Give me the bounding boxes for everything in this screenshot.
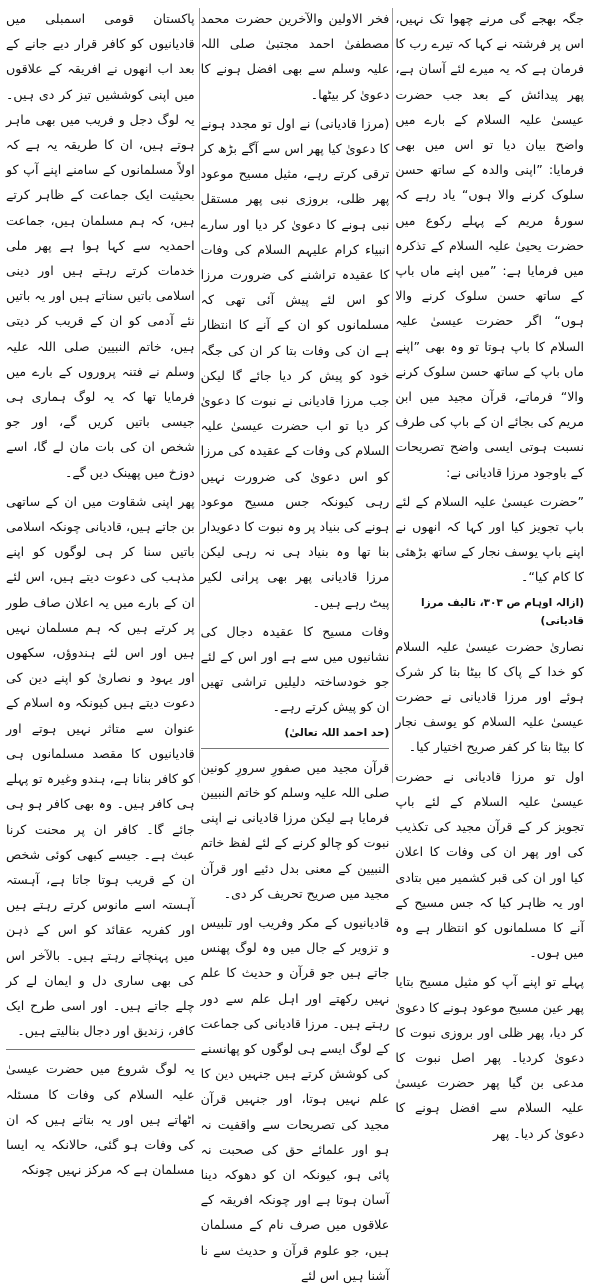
column-left-paragraph-2: پھر اپنی شقاوت میں ان کے ساتھی بن جاتے ہیں، قادیانی چونکہ اسلامی باتیں سنا کر ہی لوگوں کو اپنے مذہب کی دعوت دیتے ہیں، اس لئے ان کے بارے میں یہ اعلان صاف طور پر کرتے ہیں کہ ہم مسلمان نہیں ہیں اور اس لئے ہندوؤں، سکھوں اور یہود و نصاریٰ کو اپنے دین کی دعوت دیتے ہیں کیونکہ وہ اسلام کے عنوان سے متاثر نہیں ہوتے اور قادیانیوں کا مقصد مسلمانوں ہی کو کافر بنانا ہے، ہندو وغیرہ تو پہلے ہی کافر ہیں۔ وہ بھی کافر ہو ہی جائے گا۔ کافر ان پر محنت کرنا عبث ہے۔ جیسے کبھی کوئی شخص ان کے قریب ہوتا جاتا ہے، آہستہ آہستہ اسے مانوس کرتے رہتے ہیں اور کفریہ عقائد کو اس کے ذہن میں پہنچاتے رہتے ہیں۔ بالآخر اس کی بھی ساری دل و ایمان لے کر چلے جاتے ہیں۔ اور اسی طرح ایک کافر، زندیق اور دجال بنالیتے ہیں۔	[5, 493, 195, 1039]
column-right	[395, 6, 584, 1141]
column-right-paragraph-4: اول تو مرزا قادیانی نے حضرت عیسیٰ علیہ السلام کے لئے باپ تجویز کر کے قرآن مجید کی تکذیب کی اور پھر ان کی وفات کا اعلان کیا اور ان کی قبر کشمیر میں بتادی اور یہ ظاہر کیا کہ جس مسیح کے آنے کا مسلمانوں کو انتظار ہے وہ میں ہوں۔	[395, 768, 584, 961]
column-right-paragraph-1: جگہ بھجے گی مرنے چھوا تک نہیں، اس پر فرشتہ نے کہا کہ تیرے رب کا فرمان ہے کہ یہ میرے لئے آسان ہے، پھر پیدائش کے بعد جب حضرت عیسیٰ علیہ السلام کے بارے میں واضح بیان دیا تو اس میں بھی فرمایا: ”اپنی والدہ کے ساتھ حسن سلوک کرنے والا ہوں“ یاد رہے کہ سورۂ مریم کے پہلے رکوع میں حضرت یحییٰ علیہ السلام کے تذکرہ میں فرمایا ہے: ”میں اپنے ماں باپ کے ساتھ حسن سلوک کرنے والا ہوں“ اگر حضرت عیسیٰ علیہ السلام کا باپ ہوتا تو وہ بھی ”اپنے ماں باپ کے ساتھ حسن سلوک کرنے والا“ فرماتے، قرآن مجید میں ابن مریم کی بجائے ان کے باپ کی طرف نسبت ہوتی ایسی واضح تصریحات کے باوجود مرزا قادیانی نے:	[395, 11, 584, 480]
column-right-paragraph-2: ”حضرت عیسیٰ علیہ السلام کے لئے باپ تجویز کیا اور کہا کہ انھوں نے اپنے باپ یوسف نجار کے ساتھ بڑھئی کا کام کیا“۔	[395, 493, 584, 585]
column-middle-paragraph-4: قرآن مجید میں صفورِ سرورِ کونین صلی اللہ علیہ وسلم کو خاتم النبیین فرمایا ہے لیکن مرزا قادیانی نے اپنی نبوت کو چالو کرنے کے لئے لفظ خاتم النبیین کے معنی بدل دئیے اور قرآن مجید میں صریح تحریف کر دی۔	[200, 759, 390, 901]
column-middle-reference: (حد احمد اللہ تعالیٰ)	[284, 726, 390, 739]
column-middle-paragraph-2: (مرزا قادیانی) نے اول تو مجدد ہونے کا دعویٰ کیا پھر اس سے آگے بڑھ کر ترقی کرتے رہے، مثیل مسیح موعود پھر ظلی، بروزی نبی پھر مستقل نبی ہونے کا دعویٰ کر دیا اور سارے انبیاء کرام علیہم السلام کی وفات کا عقیدہ تراشنے کی ضرورت مرزا کو اس لئے پیش آئی تھی کہ مسلمانوں کو ان کے آنے کا انتظار ہے ان کی وفات بتا کر ان کی جگہ خود کو پیش کر دیا جائے گا لیکن جب مرزا قادیانی نے نبوت کا دعویٰ کر دیا تو اب حضرت عیسیٰ علیہ السلام کی وفات کے عقیدہ کی مرزا کو اس دعویٰ کی ضرورت نہیں رہی کیونکہ جس مسیح موعود ہونے کی بنیاد پر وہ نبوت کا دعویدار بنا تھا وہ بنیاد ہی نہ رہی لیکن مرزا قادیانی پھر بھی پرانی لکیر پیٹ رہے ہیں۔	[200, 115, 390, 610]
column-middle-paragraph-5: قادیانیوں کے مکر وفریب اور تلبیس و تزویر کے جال میں وہ لوگ پھنس جاتے ہیں جو قرآن و حدیث کا علم نہیں رکھتے اور اہل علم سے دور رہتے ہیں۔ مرزا قادیانی کی جماعت کے لوگ ایسے ہی لوگوں کو پھانسنے کی کوشش کرتے ہیں جنہیں دین کا علم نہیں ہوتا، اور جنہیں قرآن مجید کی تصریحات سے واقفیت نہ ہو اور علمائے حق کی صحبت نہ پائی ہو، کیونکہ ان کو دھوکہ دینا آسان ہوتا ہے اور چونکہ افریقہ کے علاقوں میں صرف نام کے مسلمان ہیں، جو علوم قرآن و حدیث سے نا آشنا ہیں اس لئے	[200, 914, 390, 1283]
column-middle-paragraph-1: فخر الاولین والآخرین حضرت محمد مصطفیٰ احمد مجتبیٰ صلی اللہ علیہ وسلم سے بھی افضل ہونے کا دعویٰ کر بیٹھا۔	[200, 11, 390, 102]
column-left	[5, 6, 195, 1178]
column-left-paragraph-1: پاکستان قومی اسمبلی میں قادیانیوں کو کافر قرار دیے جانے کے بعد اب انھوں نے افریقہ کے علاقوں میں اپنی کوششیں تیز کر دی ہیں۔ یہ لوگ دجل و فریب میں بھی ماہر ہوتے ہیں، ان کا طریقہ یہ ہے کہ اولاً مسلمانوں کے سامنے اپنے آپ کو بحیثیت ایک جماعت کے ظاہر کرتے ہیں، کہ ہم مسلمان ہیں، جماعت احمدیہ سے کہا ہوا ہے پھر ملی خدمات کرتے رہتے ہیں اور دینی اسلامی باتیں سناتے ہیں اور یہ باتیں نئے آدمی کو ان کے قریب کر دیتی ہیں، خاتم النبیین صلی اللہ علیہ وسلم نے فتنہ پروروں کے بارے میں فرمایا تھا کہ یہ لوگ ہماری ہی جیسی باتیں کریں گے، اور جو شخص ان کی بات مان لے گا، اسے دوزخ میں پھینک دیں گے۔	[5, 11, 195, 480]
column-right-reference: (ازالہ اوہام ص ۳۰۳، تالیف مرزا قادیانی)	[421, 596, 584, 627]
column-right-paragraph-3: نصاریٰ حضرت عیسیٰ علیہ السلام کو خدا کے پاک کا بیٹا بتا کر شرک ہوئے اور مرزا قادیانی نے حضرت عیسیٰ علیہ السلام کو یوسف نجار کا بیٹا بتا کر کفر صریح اختیار کیا۔	[395, 638, 584, 755]
column-middle	[200, 6, 390, 1283]
column-left-paragraph-3: یہ لوگ شروع میں حضرت عیسیٰ علیہ السلام کی وفات کا مسئلہ اٹھاتے ہیں اور یہ بتاتے ہیں کہ ان کی وفات ہو گئی، حالانکہ یہ ایسا مسلمان ہے کہ مرکز نہیں چونکہ	[5, 1061, 195, 1178]
column-right-paragraph-5: پہلے تو اپنے آپ کو مثیل مسیح بتایا پھر عین مسیح موعود ہونے کا دعویٰ کر دیا، پھر ظلی اور بروزی نبوت کا دعویٰ کردیا۔ پھر اصل نبوت کا مدعی بن گیا پھر حضرت عیسیٰ علیہ السلام سے افضل ہونے کا دعویٰ کر دیا۔ پھر	[395, 974, 584, 1141]
column-middle-divider	[201, 748, 390, 749]
column-middle-paragraph-3: وفات مسیح کا عقیدہ دجال کی نشانیوں میں سے ہے اور اس کے لئے جو خودساختہ دلیلیں تراشی تھیں ان کو پیش کرتے رہے۔	[200, 623, 390, 715]
column-rule-left	[199, 8, 200, 783]
column-left-divider	[6, 1049, 195, 1050]
column-rule-right	[392, 8, 393, 783]
